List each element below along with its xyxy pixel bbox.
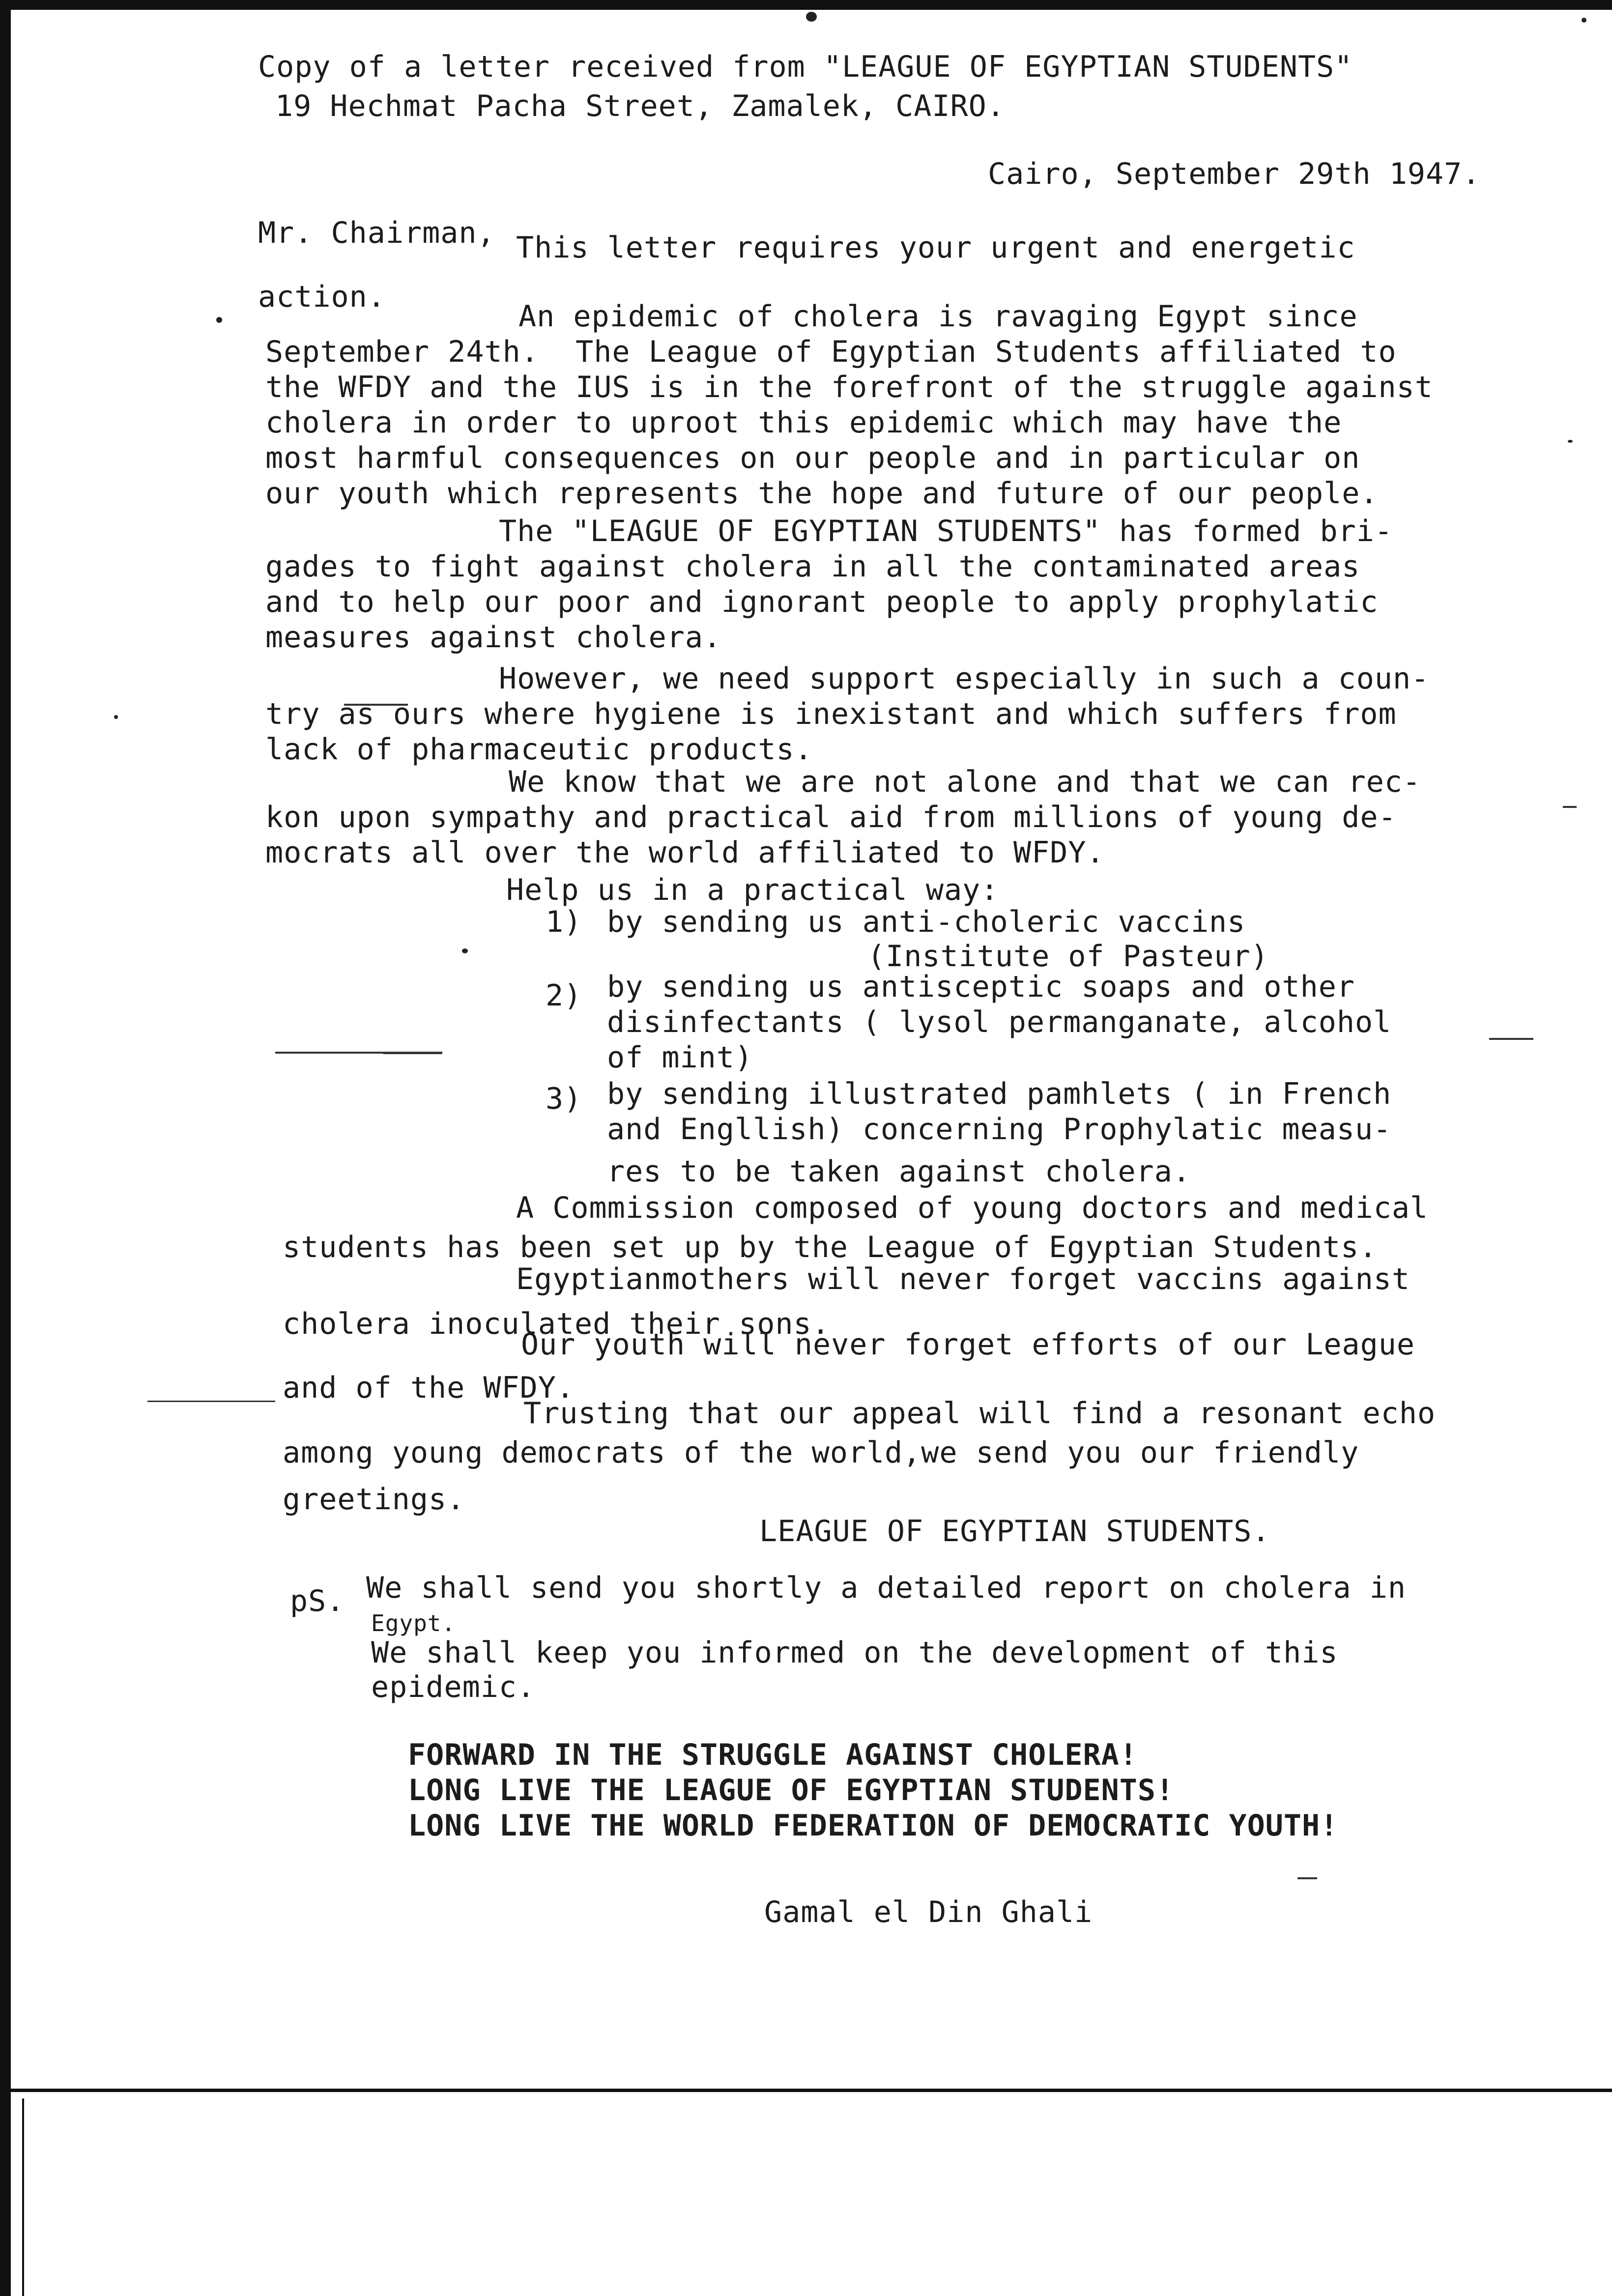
paragraph-line: measures against cholera.: [265, 620, 722, 655]
scan-mark: [147, 1401, 275, 1402]
bottom-rule: [0, 2089, 1612, 2092]
scan-speck: [1568, 440, 1573, 443]
list-item-line: by sending us anti-choleric vaccins: [607, 905, 1246, 939]
paragraph-line: The "LEAGUE OF EGYPTIAN STUDENTS" has formed bri-: [499, 514, 1393, 548]
scan-mark: [383, 1052, 442, 1054]
paragraph-line: Trusting that our appeal will find a resonant echo: [523, 1396, 1436, 1431]
scan-speck: [462, 948, 468, 953]
slogan-line: LONG LIVE THE WORLD FEDERATION OF DEMOCRATIC YOUTH!: [408, 1808, 1339, 1843]
help-intro: Help us in a practical way:: [506, 873, 999, 907]
left-edge: [0, 0, 11, 2296]
paragraph-line: students has been set up by the League of Egyptian Students.: [283, 1230, 1378, 1264]
copy-line: Copy of a letter received from "LEAGUE OF EGYPTIAN STUDENTS": [258, 50, 1353, 84]
opening-line-end: action.: [258, 280, 386, 314]
paragraph-line: cholera in order to uproot this epidemic which may have the: [265, 405, 1342, 440]
paragraph-line: the WFDY and the IUS is in the forefront of the struggle against: [265, 370, 1433, 404]
scan-mark: [1563, 806, 1577, 808]
paragraph-line: mocrats all over the world affiliated to WFDY.: [265, 835, 1105, 870]
paragraph-line: most harmful consequences on our people and in particular on: [265, 441, 1360, 475]
paragraph-line: A Commission composed of young doctors and medical: [516, 1191, 1429, 1225]
paragraph-line: Our youth will never forget efforts of our League: [521, 1327, 1415, 1362]
paragraph-line: September 24th. The League of Egyptian Students affiliated to: [265, 335, 1397, 369]
paragraph-line: and to help our poor and ignorant people to apply prophylatic: [265, 585, 1379, 619]
sender-address: 19 Hechmat Pacha Street, Zamalek, CAIRO.: [275, 89, 1005, 123]
inner-left-rule: [22, 2098, 24, 2296]
salutation: Mr. Chairman,: [258, 216, 495, 250]
signatory-name: Gamal el Din Ghali: [764, 1895, 1093, 1929]
paragraph-line: kon upon sympathy and practical aid from millions of young de-: [265, 800, 1397, 834]
list-item-line: by sending us antisceptic soaps and other: [607, 970, 1355, 1004]
list-number: 3): [546, 1082, 582, 1116]
top-edge: [0, 0, 1612, 10]
opening-line: This letter requires your urgent and energetic: [516, 230, 1355, 265]
scan-speck: [216, 317, 222, 323]
paragraph-line: lack of pharmaceutic products.: [265, 732, 813, 767]
slogan-line: LONG LIVE THE LEAGUE OF EGYPTIAN STUDENTS!: [408, 1773, 1175, 1808]
paragraph-line: and of the WFDY.: [283, 1371, 575, 1405]
paragraph-line: Egyptianmothers will never forget vaccins against: [516, 1262, 1410, 1296]
paragraph-line: An epidemic of cholera is ravaging Egypt since: [518, 299, 1358, 334]
list-item-line: disinfectants ( lysol permanganate, alcohol: [607, 1005, 1392, 1039]
paragraph-line: cholera inoculated their sons.: [283, 1307, 830, 1341]
scan-mark: [1297, 1877, 1317, 1879]
paragraph-line: We know that we are not alone and that we can rec-: [509, 765, 1421, 799]
scan-mark: [1489, 1038, 1533, 1040]
ps-line: Egypt.: [371, 1610, 456, 1636]
paragraph-line: try as ours where hygiene is inexistant and which suffers from: [265, 697, 1397, 731]
signature-org: LEAGUE OF EGYPTIAN STUDENTS.: [759, 1514, 1270, 1549]
paragraph-line: our youth which represents the hope and future of our people.: [265, 476, 1379, 511]
list-item-line: of mint): [607, 1040, 753, 1075]
ps-line: We shall send you shortly a detailed report on cholera in: [366, 1571, 1407, 1605]
list-item-line: (Institute of Pasteur): [867, 939, 1269, 974]
paragraph-line: among young democrats of the world,we send you our friendly: [283, 1435, 1359, 1470]
letter-date: Cairo, September 29th 1947.: [988, 157, 1481, 191]
scan-speck: [114, 715, 118, 719]
paragraph-line: However, we need support especially in such a coun-: [499, 661, 1430, 696]
list-number: 2): [546, 978, 582, 1013]
ps-label: pS.: [290, 1584, 345, 1618]
ps-line: epidemic.: [371, 1670, 536, 1704]
list-item-line: and Engllish) concerning Prophylatic measu-: [607, 1112, 1392, 1147]
slogan-line: FORWARD IN THE STRUGGLE AGAINST CHOLERA!: [408, 1738, 1138, 1772]
paragraph-line: greetings.: [283, 1482, 465, 1517]
scan-speck: [1582, 18, 1586, 23]
paragraph-line: gades to fight against cholera in all the contaminated areas: [265, 549, 1360, 584]
ps-line: We shall keep you informed on the development of this: [371, 1636, 1338, 1670]
list-number: 1): [546, 905, 582, 939]
scan-speck: [806, 12, 817, 22]
list-item-line: res to be taken against cholera.: [607, 1154, 1191, 1189]
list-item-line: by sending illustrated pamhlets ( in French: [607, 1077, 1392, 1111]
